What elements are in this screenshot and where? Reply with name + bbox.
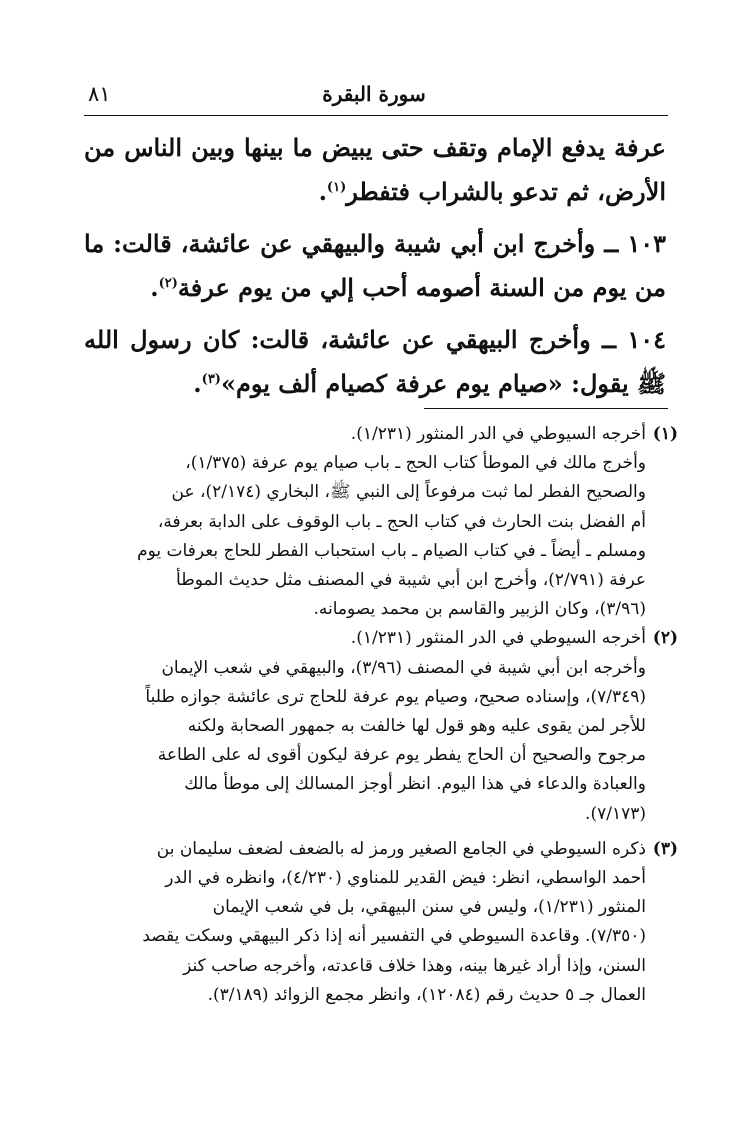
footnote-line: ذكره السيوطي في الجامع الصغير ورمز له بالضعف لضعف سليمان بن: [156, 838, 646, 859]
footnote-line: أحمد الواسطي، انظر: فيض القدير للمناوي (٤/٢٣٠)، وانظره في الدر: [165, 868, 646, 889]
footnote-ref: (١): [326, 180, 347, 195]
footnote-line: أم الفضل بنت الحارث في كتاب الحج ـ باب الوقوف على الدابة بعرفة،: [157, 511, 646, 532]
paragraph: ١٠٤ ــ وأخرج البيهقي عن عائشة، قالت: كان رسول الله ﷺ يقول: «صيام يوم عرفة كصيام ألف يوم»$^{(٣)}$.: [84, 325, 666, 398]
footnote-ref: (٣): [201, 372, 221, 387]
footnote-line: عرفة (٢/٧٩١)، وأخرج ابن أبي شيبة في المصنف مثل حديث الموطأ: [176, 570, 646, 591]
paragraph: ١٠٣ ــ وأخرج ابن أبي شيبة والبيهقي عن عائشة، قالت: ما من يوم من السنة أصومه أحب إلي من يوم عرفة$^{(٢)}$.: [84, 229, 666, 302]
footnote-marker: (٢): [652, 628, 678, 649]
footnote-1: [84, 420, 678, 624]
footnote-2: [84, 624, 678, 828]
page-header: [80, 78, 668, 110]
footnote-line: والصحيح الفطر لما ثبت مرفوعاً إلى النبي ﷺ، البخاري (٢/١٧٤)، عن: [171, 482, 646, 503]
paragraph: عرفة يدفع الإمام وتقف حتى يبيض ما بينها وبين الناس من الأرض، ثم تدعو بالشراب فتفطر$^{(١)}$.: [84, 133, 666, 206]
footnote-line: (٧/٣٥٠). وقاعدة السيوطي في التفسير أنه إذا ذكر البيهقي وسكت يقصد: [142, 926, 646, 947]
surah-title: سورة البقرة: [322, 82, 426, 106]
footnote-marker: (١): [652, 424, 678, 444]
footnote-divider: [424, 408, 668, 409]
footnote-line: وأخرج مالك في الموطأ كتاب الحج ـ باب صيام يوم عرفة (١/٣٧٥)،: [185, 453, 646, 474]
footnote-ref: (٢): [158, 276, 178, 291]
footnote-line: (٧/١٧٣).: [585, 803, 646, 824]
main-text: [84, 126, 666, 414]
footnote-line: (٣/٩٦)، وكان الزبير والقاسم بن محمد يصومانه.: [313, 599, 646, 620]
footnote-line: أخرجه السيوطي في الدر المنثور (١/٢٣١).: [350, 424, 646, 444]
footnote-line: المنثور (١/٢٣١)، وليس في سنن البيهقي، بل في شعب الإيمان: [212, 897, 646, 918]
footnote-line: وأخرجه ابن أبي شيبة في المصنف (٣/٩٦)، والبيهقي في شعب الإيمان: [161, 657, 646, 678]
footnote-line: أخرجه السيوطي في الدر المنثور (١/٢٣١).: [350, 628, 646, 649]
header-divider: [84, 115, 668, 116]
page-number: ٨١: [88, 82, 111, 106]
footnote-line: (٧/٣٤٩)، وإسناده صحيح، وصيام يوم عرفة للحاج ترى عائشة جوازه طلباً: [145, 686, 646, 707]
footnote-line: ومسلم ـ أيضاً ـ في كتاب الصيام ـ باب استحباب الفطر للحاج بعرفات يوم: [137, 540, 646, 561]
footnote-line: العمال جـ ٥ حديث رقم (١٢٠٨٤)، وانظر مجمع الزوائد (٣/١٨٩).: [207, 984, 646, 1005]
footnote-line: للأجر لمن يقوى عليه وهو قول لها خالفت به جمهور الصحابة ولكنه: [187, 716, 646, 737]
footnote-3: [84, 835, 678, 1010]
footnote-marker: (٣): [652, 838, 678, 859]
footnote-line: السنن، وإذا أراد غيرها بينه، وهذا خلاف قاعدته، وأخرجه صاحب كنز: [183, 955, 646, 976]
footnote-line: والعبادة والدعاء في هذا اليوم. انظر أوجز المسالك إلى موطأ مالك: [184, 774, 646, 795]
footnote-line: مرجوح والصحيح أن الحاج يفطر يوم عرفة ليكون أقوى له على الطاعة: [157, 745, 646, 766]
footnotes: [84, 420, 678, 1010]
